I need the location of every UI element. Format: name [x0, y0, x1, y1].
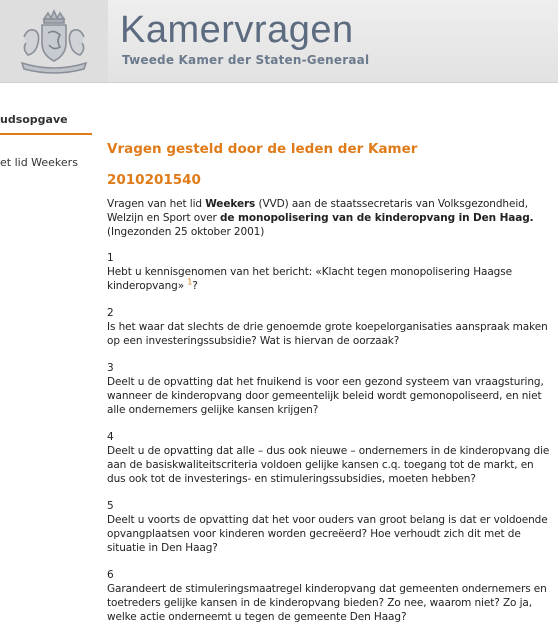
- question-text: Deelt u de opvatting dat het fnuikend is voor een gezond systeem van vraagsturing, wanneer de kinderopvang door gemeentelijk beleid wordt gemonopoliseerd, en niet alle ondernemers gelijke kansen krijgen?: [107, 376, 544, 416]
- question-list: [107, 251, 552, 624]
- section-title: Vragen gesteld door de leden der Kamer: [107, 141, 418, 157]
- sidebar: [0, 82, 92, 600]
- question-item: [107, 430, 552, 486]
- site-header: [0, 0, 558, 83]
- sidebar-heading: udsopgave: [0, 112, 92, 135]
- sidebar-link-member[interactable]: et lid Weekers: [0, 156, 78, 169]
- question-item: [107, 499, 552, 555]
- site-title: Kamervragen: [120, 9, 354, 51]
- main-content: [107, 140, 552, 637]
- question-text: Deelt u voorts de opvatting dat het voor ouders van groot belang is dat er voldoende opvangplaatsen voor kinderen worden gecreëerd? Hoe verhoudt zich dit met de situatie in Den Haag?: [107, 514, 548, 554]
- logo-area: [0, 0, 108, 82]
- question-number: 2: [107, 307, 114, 319]
- question-text: Hebt u kennisgenomen van het bericht: «Klacht tegen monopolisering Haagse kinderopvang»: [107, 266, 512, 292]
- intro-part3: (Ingezonden 25 oktober 2001): [107, 226, 265, 238]
- intro-paragraph: [107, 197, 552, 239]
- question-number: 5: [107, 500, 114, 512]
- question-text-end: ?: [192, 280, 198, 292]
- intro-member: Weekers: [205, 198, 256, 210]
- intro-subject: de monopolisering van de kinderopvang in Den Haag.: [220, 212, 534, 224]
- footnote-link[interactable]: 1: [187, 277, 193, 287]
- question-text: Deelt u de opvatting dat alle – dus ook nieuwe – ondernemers in de kinderopvang die aan de basiskwaliteitscriteria voldoen gelijke kansen c.q. toegang tot de markt, en dus ook tot de investerings- en stimuleringssubsidies, moeten hebben?: [107, 445, 550, 485]
- question-text: Garandeert de stimuleringsmaatregel kinderopvang dat gemeenten ondernemers en toetreders gelijke kansen in de kinderopvang bieden? Zo nee, waarom niet? Zo ja, welke actie onderneemt u tegen de gemeente Den Haag?: [107, 583, 547, 623]
- question-number: 6: [107, 569, 114, 581]
- document-number: 2010201540: [107, 172, 201, 188]
- question-number: 4: [107, 431, 114, 443]
- intro-part1: Vragen van het lid: [107, 198, 206, 210]
- question-number: 1: [107, 252, 114, 264]
- question-number: 3: [107, 362, 114, 374]
- site-subtitle: Tweede Kamer der Staten-Generaal: [122, 53, 370, 67]
- question-item: [107, 568, 552, 624]
- intro-part2: (VVD) aan de staatssecretaris van Volksgezondheid, Welzijn en Sport over: [107, 198, 528, 224]
- question-item: [107, 361, 552, 417]
- question-item: [107, 251, 552, 293]
- dutch-coat-of-arms-icon: [14, 7, 94, 75]
- question-item: [107, 306, 552, 348]
- question-text: Is het waar dat slechts de drie genoemde grote koepelorganisaties aanspraak maken op een investeringssubsidie? Wat is hiervan de oorzaak?: [107, 321, 548, 347]
